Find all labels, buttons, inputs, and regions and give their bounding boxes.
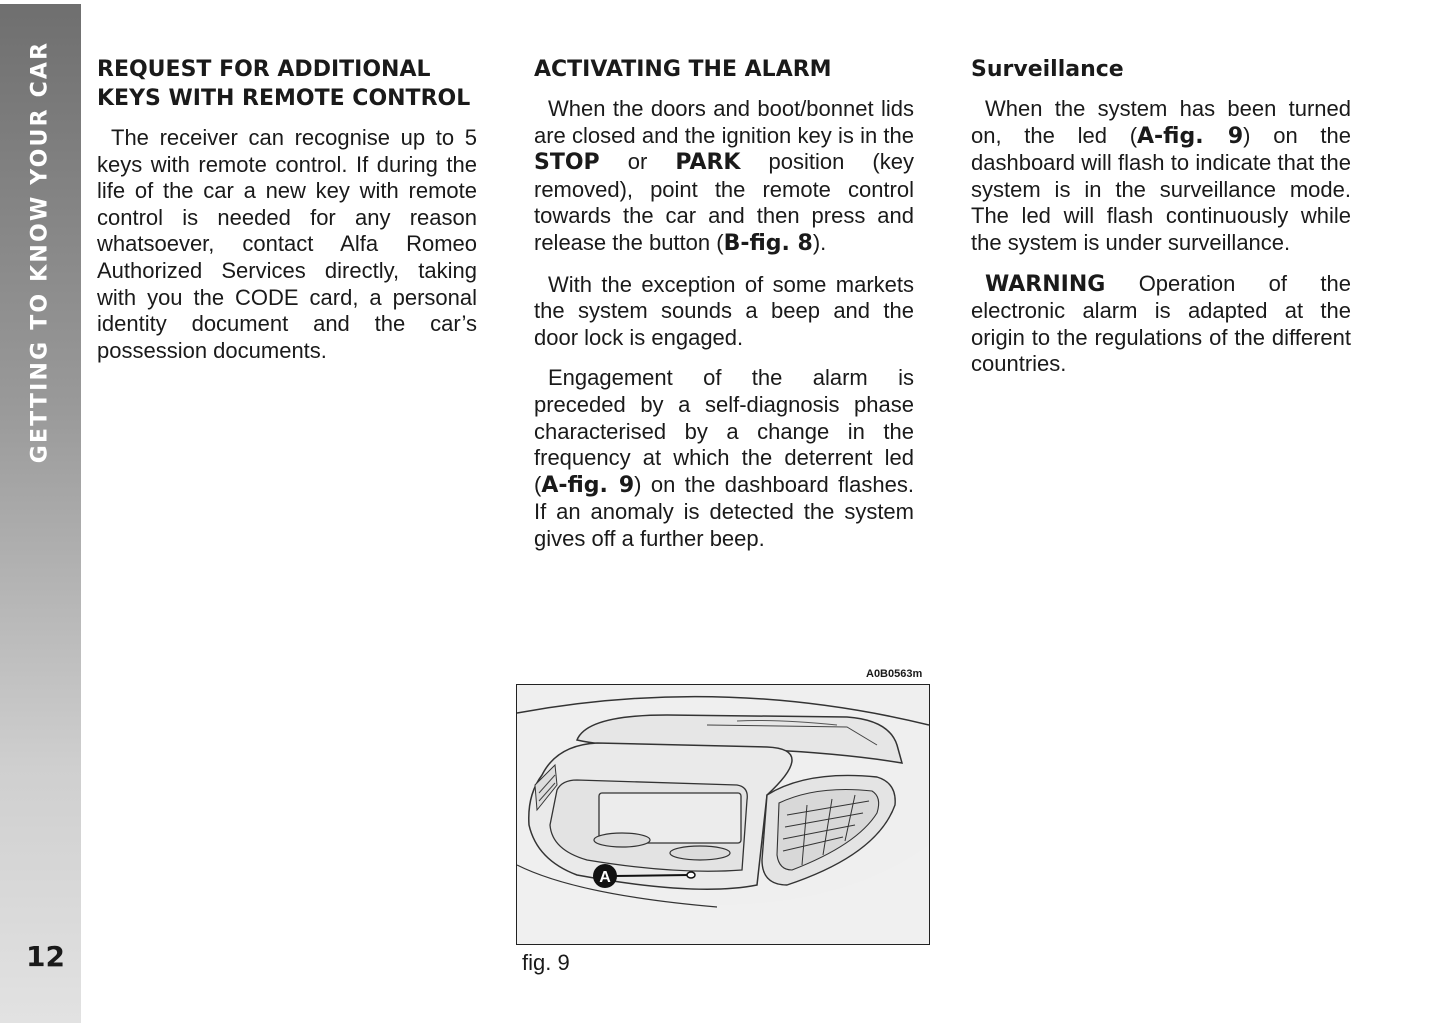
column-keys	[97, 55, 477, 378]
heading-line-1: REQUEST FOR ADDITIONAL	[97, 57, 431, 82]
paragraph-surveillance	[971, 96, 1351, 257]
callout-label: A	[599, 869, 611, 886]
figure-dashboard-illustration	[516, 684, 930, 945]
paragraph-engagement	[534, 365, 914, 552]
text-run: Operation of the electronic alarm is adapted at the origin to the regulations of the different countries.	[971, 270, 1351, 377]
figure-reference: B-fig. 8	[723, 230, 813, 256]
paragraph-beep: With the exception of some markets the system sounds a beep and the door lock is engaged.	[534, 271, 914, 350]
figure-code: A0B0563m	[866, 668, 923, 680]
column-activating	[534, 55, 914, 567]
text-run: ) on the dashboard will flash to indicate that the system is in the surveillance mode. The led will flash continuously while the system is under surveillance.	[971, 122, 1351, 255]
column-surveillance	[971, 55, 1351, 392]
text-run: When the doors and boot/bonnet lids are closed and the ignition key is in the	[534, 96, 914, 148]
heading-surveillance: Surveillance	[971, 57, 1124, 82]
warning-label: WARNING	[985, 271, 1106, 297]
figure-caption: fig. 9	[522, 950, 570, 975]
paragraph-warning	[971, 271, 1351, 378]
heading-additional-keys	[97, 55, 477, 113]
heading-activating-alarm: ACTIVATING THE ALARM	[534, 57, 832, 82]
key-stop: STOP	[534, 150, 600, 176]
text-run: ).	[812, 229, 827, 255]
side-tab	[0, 4, 81, 1023]
figure-reference: A-fig. 9	[541, 472, 635, 498]
section-title: GETTING TO KNOW YOUR CAR	[27, 40, 53, 464]
heading-line-2: KEYS WITH REMOTE CONTROL	[97, 86, 471, 111]
text-run: position (key removed), point the remote control towards the car and then press and release the button (	[534, 149, 914, 255]
text-run: When the system has been turned on, the led (	[971, 96, 1351, 148]
text-run: or	[599, 149, 676, 175]
figure-reference: A-fig. 9	[1137, 123, 1244, 149]
key-park: PARK	[675, 150, 741, 176]
text-run: ) on the dashboard flashes. If an anomaly is detected the system gives off a further beep.	[534, 471, 914, 551]
text-run: Engagement of the alarm is preceded by a self-diagnosis phase characterised by a change in the frequency at which the deterrent led (	[534, 365, 914, 497]
page-number: 12	[26, 940, 65, 973]
dashboard-drawing	[517, 685, 929, 944]
paragraph-activating	[534, 96, 914, 258]
paragraph-keys: The receiver can recognise up to 5 keys with remote control. If during the life of the car a new key with remote control is needed for any reason whatsoever, contact Alfa Romeo Authorized Services directly, taking with you the CODE card, a personal identity document and the car’s possession documents.	[97, 125, 477, 363]
